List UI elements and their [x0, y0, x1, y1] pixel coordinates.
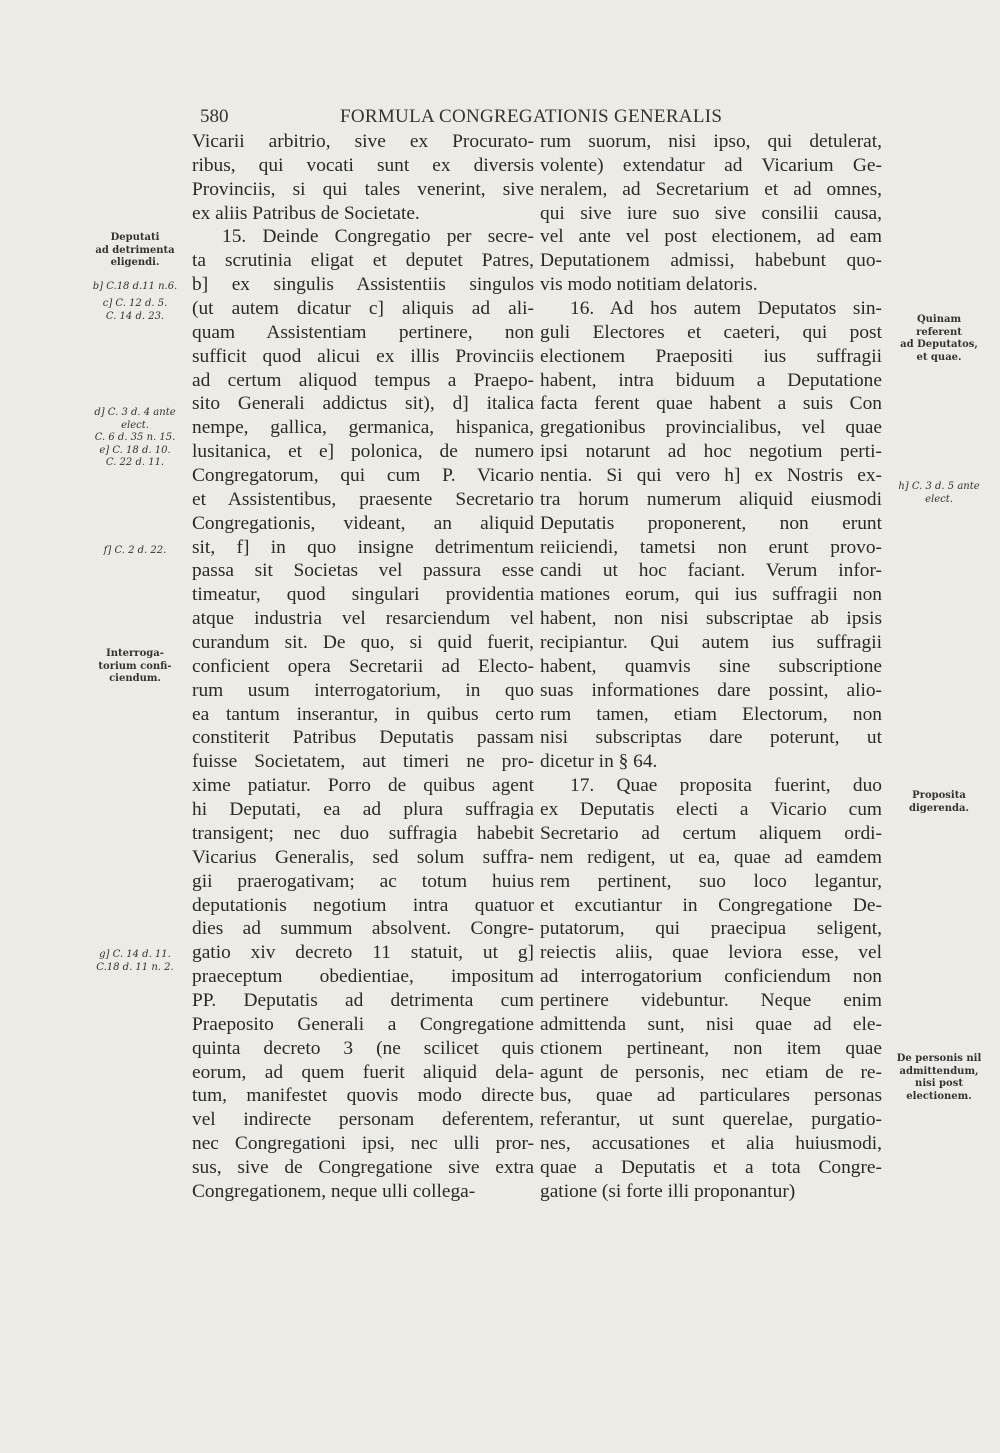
text-line: Deputationem admissi, habebunt quo- [540, 250, 882, 272]
text-line: recipiantur. Qui autem ius suffragii [540, 632, 882, 654]
text-line: ad interrogatorium conficiendum non [540, 966, 882, 988]
text-line: ex aliis Patribus de Societate. [192, 202, 420, 224]
margin-note-line: ad Deputatos, [900, 339, 978, 350]
margin-note-line: C. 22 d. 11. [105, 457, 165, 468]
margin-ref-c [80, 298, 190, 323]
margin-ref-b [80, 281, 190, 294]
margin-note-line: e] C. 18 d. 10. [99, 444, 171, 456]
text-line: Congregationis, videant, an aliquid [192, 512, 534, 534]
text-line: habent, quamvis sine subscriptione [540, 655, 882, 677]
text-line: reiiciendi, tametsi non erunt provo- [540, 536, 882, 558]
text-line: nec Congregationi ipsi, nec ulli pror- [192, 1133, 534, 1155]
text-line: dies ad summum absolvent. Congre- [192, 918, 534, 940]
text-line: vis modo notitiam delatoris. [540, 274, 758, 296]
text-line: tra horum numerum aliquid eiusmodi [540, 488, 882, 510]
margin-note-line: C. 6 d. 35 n. 15. [94, 432, 176, 443]
text-line: gatio xiv decreto 11 statuit, ut g] [192, 942, 534, 964]
margin-note-line: referent [916, 326, 962, 338]
text-line: vel indirecte personam deferentem, [192, 1109, 534, 1131]
margin-note-line: c] C. 12 d. 5. [102, 298, 168, 309]
text-line: sus, sive de Congregatione sive extra [192, 1156, 534, 1178]
text-line: nempe, gallica, germanica, hispanica, [192, 417, 534, 439]
margin-ref-g [80, 949, 190, 974]
text-line: Deputatis proponerent, non erunt [540, 512, 882, 534]
text-line: lusitanica, et e] polonica, de numero [192, 441, 534, 463]
margin-note-line: elect. [121, 419, 149, 431]
margin-ref-f [80, 545, 190, 558]
right-text-column [540, 130, 882, 1204]
text-line: passa sit Societas vel passura esse [192, 560, 534, 582]
text-line: gregationibus provincialibus, vel quae [540, 417, 882, 439]
text-line: reiectis aliis, quae leviora esse, vel [540, 942, 882, 964]
margin-note-line: b] C.18 d.11 n.6. [92, 281, 178, 292]
margin-note-interrogatorium [80, 648, 190, 686]
margin-note-line: d] C. 3 d. 4 ante [94, 407, 176, 418]
margin-note-line: elect. [925, 493, 953, 505]
text-line: ta scrutinia eligat et deputet Patres, [192, 250, 534, 272]
text-line: nem redigent, ut ea, quae ad eamdem [540, 846, 882, 868]
text-line: facta ferent quae habent a suis Con [540, 393, 882, 415]
text-line: conficient opera Secretarii ad Electo- [192, 655, 534, 677]
text-line: vel ante vel post electionem, ad eam [540, 226, 882, 248]
text-line: nisi subscriptas dare poterunt, ut [540, 727, 882, 749]
text-line: ex Deputatis electi a Vicario cum [540, 799, 882, 821]
margin-note-line: ciendum. [109, 673, 161, 684]
margin-note-line: De personis nil [896, 1053, 982, 1064]
text-line: xime patiatur. Porro de quibus agent [192, 775, 534, 797]
text-line: putatorum, qui praecipua seligent, [540, 918, 882, 940]
text-line: 16. Ad hos autem Deputatos sin- [570, 298, 882, 320]
margin-note-line: Interroga- [106, 648, 164, 659]
text-line: sit, f] in quo insigne detrimentum [192, 536, 534, 558]
left-text-column [192, 130, 534, 1204]
text-line: et excutiantur in Congregatione De- [540, 894, 882, 916]
text-line: fuisse Societatem, aut timeri ne pro- [192, 751, 534, 773]
text-line: curandum sit. De quo, si quid fuerit, [192, 632, 534, 654]
text-line: Secretario ad certum aliquem ordi- [540, 822, 882, 844]
text-line: rum suorum, nisi ipso, qui detulerat, [540, 131, 882, 152]
text-line: rum tamen, etiam Electorum, non [540, 703, 882, 725]
text-line: gii praerogativam; ac totum huius [192, 870, 534, 892]
text-line: constiterit Patribus Deputatis passam [192, 727, 534, 749]
margin-note-line: ad detrimenta [95, 244, 175, 256]
text-line: rum usum interrogatorium, in quo [192, 679, 534, 701]
text-line: b] ex singulis Assistentiis singulos [192, 274, 534, 296]
text-line: praeceptum obedientiae, impositum [192, 966, 534, 988]
text-line: nes, accusationes et alia huiusmodi, [540, 1133, 882, 1155]
margin-note-deputati [80, 232, 190, 270]
margin-note-de-personis [880, 1053, 998, 1103]
text-line: dicetur in § 64. [540, 751, 658, 773]
text-line: Congregatorum, qui cum P. Vicario [192, 465, 534, 487]
text-line: habent, non nisi subscriptae ab ipsis [540, 608, 882, 630]
text-line: Provinciis, si qui tales venerint, sive [192, 178, 534, 200]
text-line: pertinere videbuntur. Neque enim [540, 989, 882, 1011]
text-line: gatione (si forte illi proponantur) [540, 1180, 796, 1202]
text-line: PP. Deputatis ad detrimenta cum [192, 989, 534, 1011]
text-line: nentia. Si qui vero h] ex Nostris ex- [540, 465, 882, 487]
text-line: quae a Deputatis et a tota Congre- [540, 1156, 882, 1178]
text-line: Congregationem, neque ulli collega- [192, 1180, 476, 1202]
margin-note-line: nisi post [915, 1078, 963, 1089]
margin-note-line: C.18 d. 11 n. 2. [96, 961, 174, 973]
text-line: 17. Quae proposita fuerint, duo [570, 775, 882, 797]
text-line: neralem, ad Secretarium et ad omnes, [540, 178, 882, 200]
text-line: ea tantum inserantur, in quibus certo [192, 703, 534, 725]
text-line: sufficit quod alicui ex illis Provinciis [192, 345, 534, 367]
text-line: ribus, qui vocati sunt ex diversis [192, 154, 534, 176]
margin-note-line: g] C. 14 d. 11. [99, 949, 171, 960]
text-line: tum, manifestet quovis modo directe [192, 1085, 534, 1107]
text-line: et Assistentibus, praesente Secretario [192, 488, 534, 510]
margin-note-line: admittendum, [899, 1065, 979, 1077]
text-line: transigent; nec duo suffragia habebit [192, 822, 534, 844]
text-line: rem pertinent, suo loco legantur, [540, 870, 882, 892]
margin-note-line: et quae. [916, 351, 962, 363]
margin-note-line: Proposita [912, 790, 966, 801]
text-line: ipsi notarunt ad hoc negotium perti- [540, 441, 882, 463]
text-line: timeatur, quod singulari providentia [192, 584, 534, 606]
margin-ref-h [880, 481, 998, 506]
text-line: volente) extendatur ad Vicarium Ge- [540, 154, 882, 176]
text-line: quinta decreto 3 (ne scilicet quis [192, 1037, 534, 1059]
text-line: deputationis negotium intra quatuor [192, 894, 534, 916]
text-line: suas informationes dare possint, alio- [540, 679, 882, 701]
margin-note-proposita [880, 790, 998, 815]
text-line: Praeposito Generali a Congregatione [192, 1013, 534, 1035]
margin-note-line: f] C. 2 d. 22. [103, 545, 167, 556]
text-line: electionem Praepositi ius suffragii [540, 345, 882, 367]
text-line: eorum, ad quem fuerit aliquid dela- [192, 1061, 534, 1083]
text-line: quam Assistentiam pertinere, non [192, 321, 534, 343]
text-line: referantur, ut sunt querelae, purgatio- [540, 1109, 882, 1131]
margin-note-line: C. 14 d. 23. [105, 310, 165, 322]
margin-note-line: Deputati [110, 232, 160, 243]
page-number: 580 [200, 106, 229, 127]
margin-note-line: torium confi- [98, 660, 172, 672]
text-line: Vicarius Generalis, sed solum suffra- [192, 846, 534, 868]
text-line: ad certum aliquod tempus a Praepo- [192, 369, 534, 391]
margin-note-quinam [880, 314, 998, 364]
text-line: Vicarii arbitrio, sive ex Procurato- [192, 131, 534, 152]
margin-note-line: h] C. 3 d. 5 ante [898, 481, 980, 492]
text-line: ctionem pertineant, non item quae [540, 1037, 882, 1059]
text-line: sito Generali addictus sit), d] italica [192, 393, 534, 415]
margin-note-line: eligendi. [110, 257, 160, 268]
text-line: candi ut hoc faciant. Verum infor- [540, 560, 882, 582]
text-line: hi Deputati, ea ad plura suffragia [192, 799, 534, 821]
text-line: agunt de personis, nec etiam de re- [540, 1061, 882, 1083]
text-line: qui sive iure suo sive consilii causa, [540, 202, 882, 224]
running-title: FORMULA CONGREGATIONIS GENERALIS [340, 106, 723, 127]
text-line: (ut autem dicatur c] aliquis ad ali- [192, 298, 534, 320]
text-line: atque industria vel resarciendum vel [192, 608, 534, 630]
text-line: habent, intra biduum a Deputatione [540, 369, 882, 391]
margin-ref-d-e [80, 407, 190, 470]
text-line: mationes eorum, qui ius suffragii non [540, 584, 882, 606]
text-line: admittenda sunt, nisi quae ad ele- [540, 1013, 882, 1035]
text-line: guli Electores et caeteri, qui post [540, 321, 882, 343]
margin-note-line: Quinam [916, 314, 962, 325]
margin-note-line: digerenda. [909, 802, 969, 814]
margin-note-line: electionem. [906, 1090, 972, 1102]
text-line: 15. Deinde Congregatio per secre- [222, 226, 534, 248]
text-line: bus, quae ad particulares personas [540, 1085, 882, 1107]
